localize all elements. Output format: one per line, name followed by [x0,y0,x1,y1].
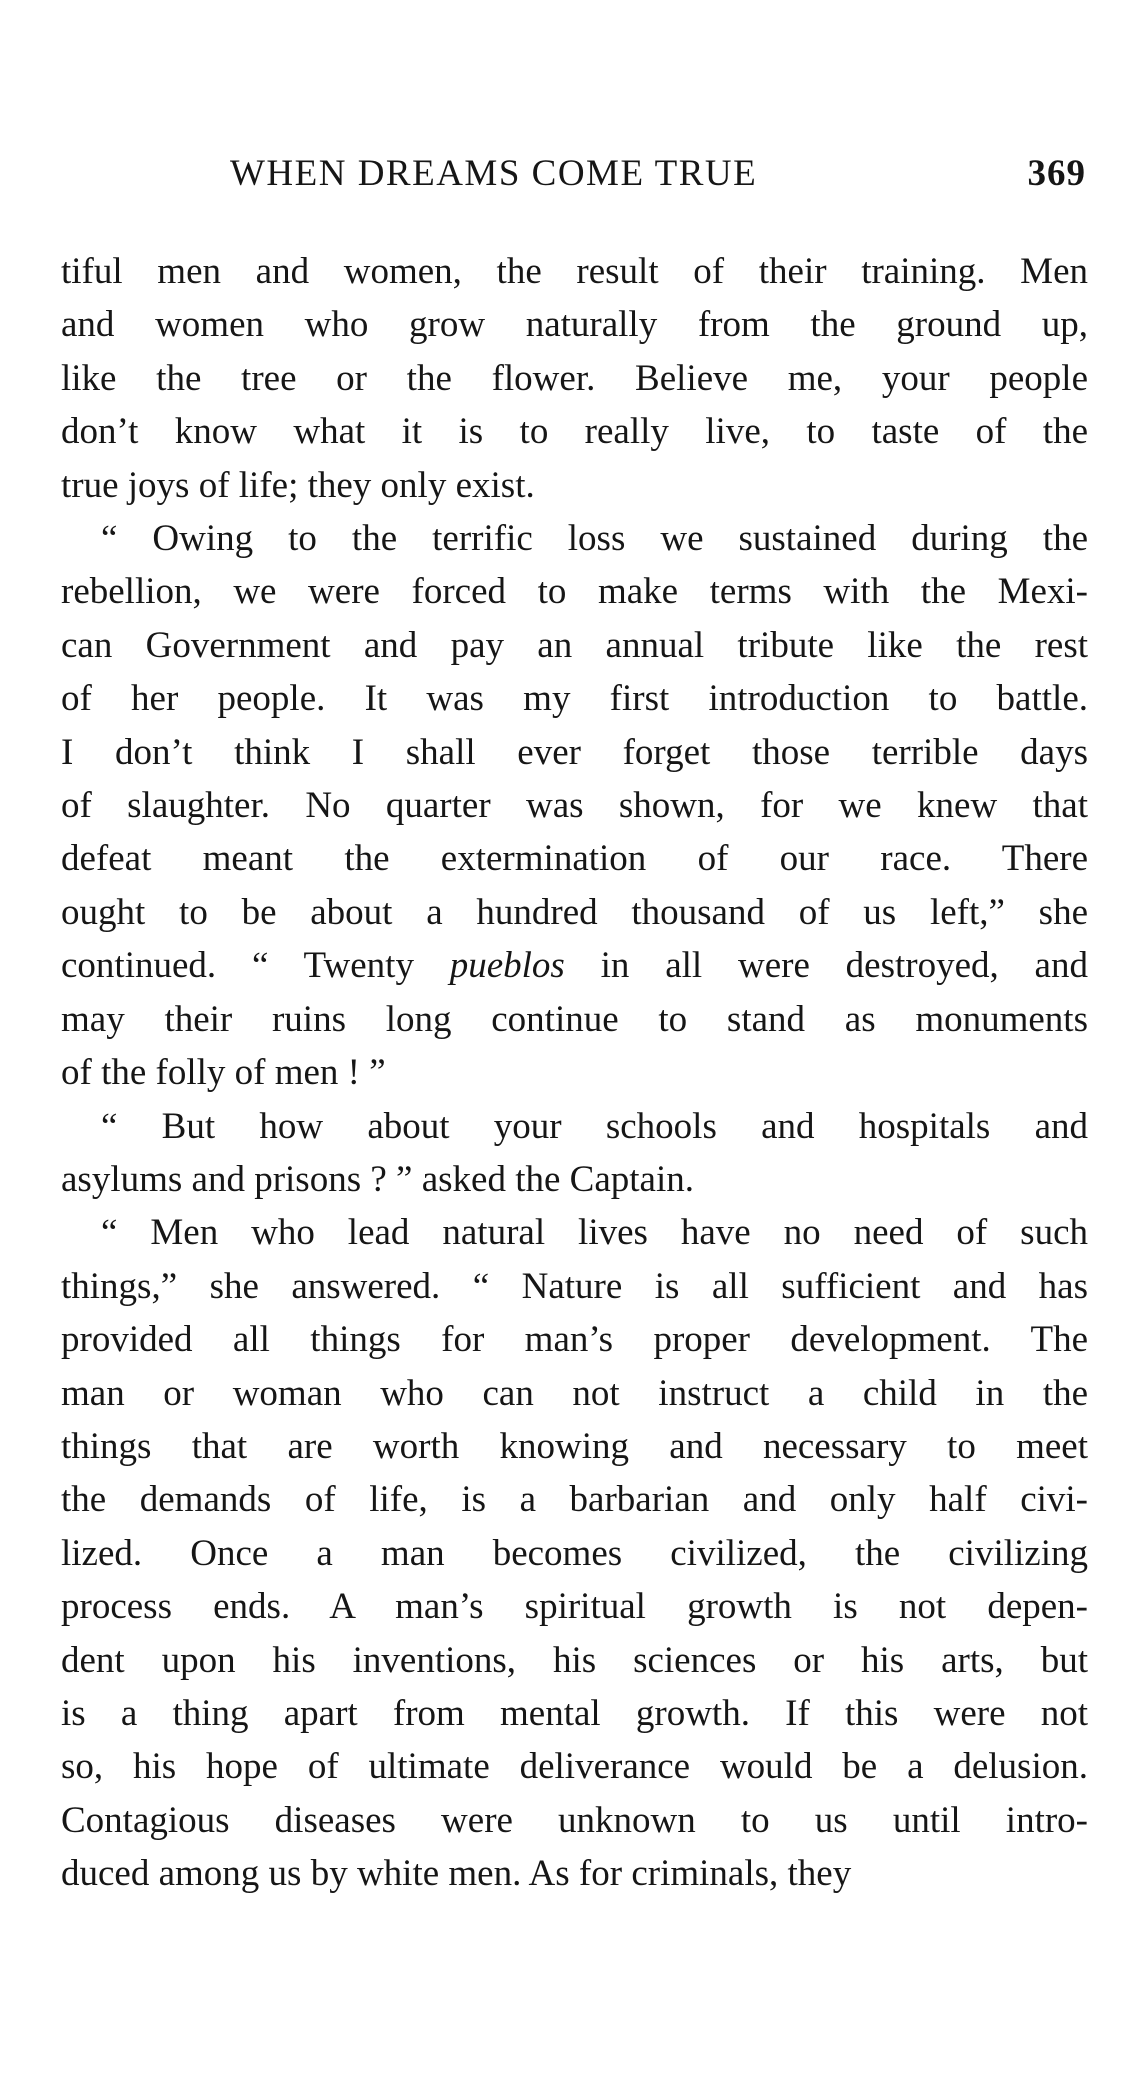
text-line: “ Owing to the terrific loss we sustained during the [101,518,1088,560]
text-line: ought to be about a hundred thousand of us left,” she [61,891,1088,933]
running-head: WHEN DREAMS COME TRUE [230,153,758,194]
text-line: don’t know what it is to really live, to taste of the [61,411,1088,453]
text-line: and women who grow naturally from the ground up, [61,304,1088,346]
text-line: true joys of life; they only exist. [61,464,535,506]
text-line: tiful men and women, the result of their training. Men [61,251,1088,292]
text-line: lized. Once a man becomes civilized, the civilizing [61,1532,1088,1574]
text-line: Contagious diseases were unknown to us until intro- [61,1799,1088,1841]
text-line: duced among us by white men. As for criminals, they [61,1853,852,1895]
text-line: continued. “ Twenty pueblos in all were destroyed, and [61,945,1088,987]
text-line: “ Men who lead natural lives have no need of such [101,1212,1088,1254]
text-line: man or woman who can not instruct a child in the [61,1372,1088,1414]
text-line: defeat meant the extermination of our race. There [61,838,1088,880]
page-number: 369 [1027,153,1086,194]
text-line: so, his hope of ultimate deliverance would be a delusion. [61,1746,1088,1788]
text-line: may their ruins long continue to stand as monuments [61,998,1088,1040]
italic-word: pueblos [449,945,565,987]
text-line: I don’t think I shall ever forget those terrible days [61,731,1088,773]
text-line: things,” she answered. “ Nature is all sufficient and has [61,1265,1088,1307]
text-line: provided all things for man’s proper development. The [61,1319,1088,1361]
text-line: rebellion, we were forced to make terms with the Mexi- [61,571,1088,613]
text-line: the demands of life, is a barbarian and only half civi- [61,1479,1088,1521]
text-line: of the folly of men ! ” [61,1052,386,1094]
text-line: of her people. It was my first introduction to battle. [61,678,1088,720]
text-line: is a thing apart from mental growth. If this were not [61,1692,1088,1734]
text-line: things that are worth knowing and necessary to meet [61,1425,1088,1467]
text-line: process ends. A man’s spiritual growth is not depen- [61,1586,1088,1628]
text-line: can Government and pay an annual tribute like the rest [61,624,1088,666]
text-line: asylums and prisons ? ” asked the Captain. [61,1158,694,1200]
text-line: like the tree or the flower. Believe me, your people [61,357,1088,399]
page-header [230,152,1090,202]
text-line: “ But how about your schools and hospitals and [101,1105,1088,1147]
body-text [61,245,1088,1901]
text-line: dent upon his inventions, his sciences or his arts, but [61,1639,1088,1681]
text-line: of slaughter. No quarter was shown, for we knew that [61,785,1088,827]
